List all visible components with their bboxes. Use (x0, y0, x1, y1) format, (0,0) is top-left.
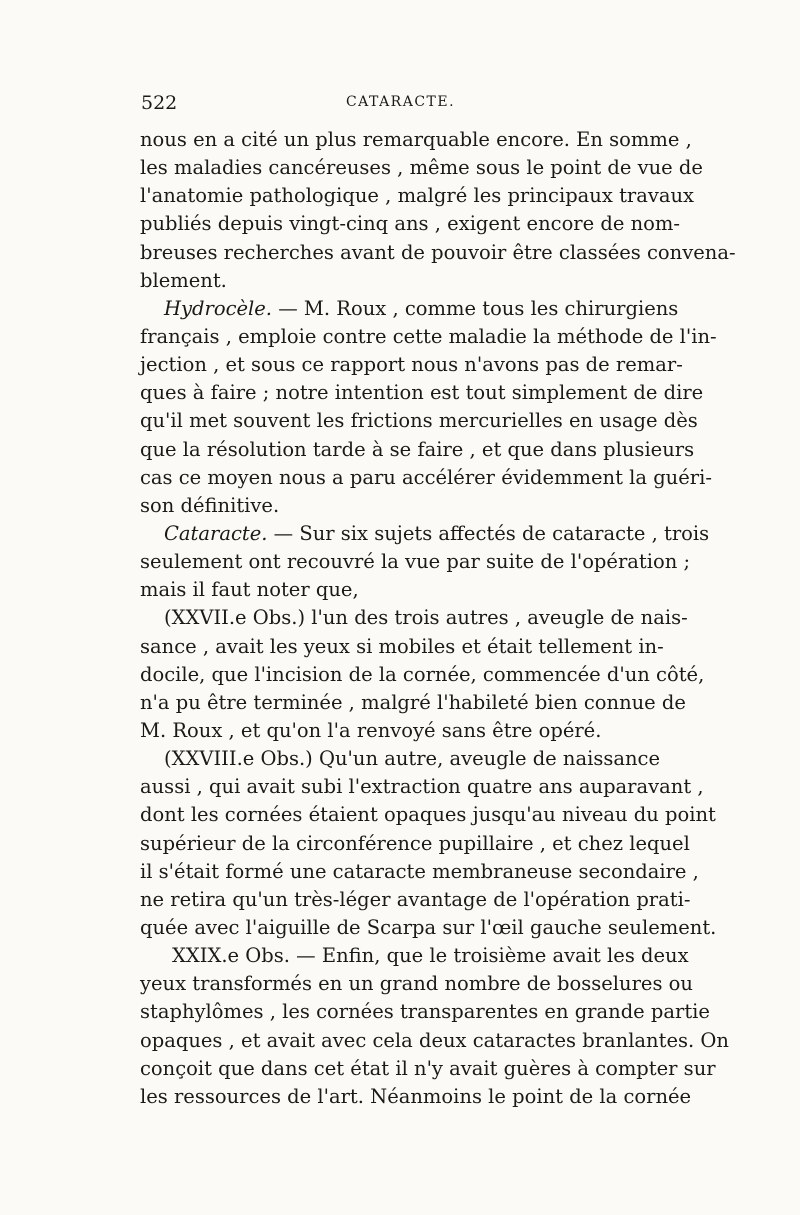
text-line: dont les cornées étaient opaques jusqu'au niveau du point (140, 803, 716, 827)
text-line: que la résolution tarde à se faire , et que dans plusieurs (140, 437, 695, 461)
text-line: sance , avait les yeux si mobiles et était tellement in- (140, 634, 664, 658)
running-title: CATARACTE. (345, 94, 456, 110)
text-line: conçoit que dans cet état il n'y avait guères à compter sur (140, 1056, 716, 1080)
observation-xxvii: (XXVII.e Obs.) l'un des trois autres , aveugle de nais- (164, 606, 688, 630)
text-line: nous en a cité un plus remarquable encore. En somme , (140, 128, 692, 151)
text-line: blement. (140, 268, 227, 292)
text-line: supérieur de la circonférence pupillaire , et chez lequel (140, 831, 690, 855)
text-line: n'a pu être terminée , malgré l'habileté bien connue de (140, 690, 686, 714)
page-number: 522 (141, 92, 178, 114)
text-line: aussi , qui avait subi l'extraction quatre ans auparavant , (140, 775, 704, 799)
text-line: mais il faut noter que, (140, 578, 359, 602)
text-line: ques à faire ; notre intention est tout simplement de dire (140, 381, 704, 405)
text-line: cas ce moyen nous a paru accélérer évidemment la guéri- (140, 465, 712, 489)
text-line: les maladies cancéreuses , même sous le point de vue de (140, 156, 703, 180)
body-text (140, 126, 736, 1111)
text-line: jection , et sous ce rapport nous n'avons pas de remar- (140, 353, 683, 377)
text-line: son définitive. (140, 493, 280, 517)
observation-xxix: XXIX.e Obs. — Enfin, que le troisième avait les deux (172, 944, 689, 968)
text-line: docile, que l'incision de la cornée, commencée d'un côté, (140, 662, 705, 686)
observation-xxviii: (XXVIII.e Obs.) Qu'un autre, aveugle de naissance (164, 747, 660, 771)
paragraph-hydrocele: Hydrocèle. — M. Roux , comme tous les chirurgiens (164, 296, 679, 320)
text-line: il s'était formé une cataracte membraneuse secondaire , (140, 859, 699, 883)
text-line: ne retira qu'un très-léger avantage de l'opération prati- (140, 887, 691, 911)
paragraph-cataracte: Cataracte. — Sur six sujets affectés de cataracte , trois (164, 521, 710, 545)
text-line: M. Roux , et qu'on l'a renvoyé sans être opéré. (140, 718, 602, 742)
text-line: publiés depuis vingt-cinq ans , exigent encore de nom- (140, 212, 680, 236)
text-line: français , emploie contre cette maladie la méthode de l'in- (140, 324, 717, 348)
text-line: quée avec l'aiguille de Scarpa sur l'œil gauche seulement. (140, 915, 717, 939)
text-line: les ressources de l'art. Néanmoins le point de la cornée (140, 1084, 692, 1108)
text-line: yeux transformés en un grand nombre de bosselures ou (140, 972, 693, 996)
text-line: breuses recherches avant de pouvoir être classées convena- (140, 240, 736, 264)
text-line: seulement ont recouvré la vue par suite de l'opération ; (140, 550, 691, 574)
text-line: staphylômes , les cornées transparentes en grande partie (140, 1000, 710, 1024)
text-line: qu'il met souvent les frictions mercurielles en usage dès (140, 409, 698, 433)
page-header (141, 92, 660, 122)
text-line: l'anatomie pathologique , malgré les principaux travaux (140, 184, 695, 208)
text-line: opaques , et avait avec cela deux cataractes branlantes. On (140, 1028, 729, 1052)
